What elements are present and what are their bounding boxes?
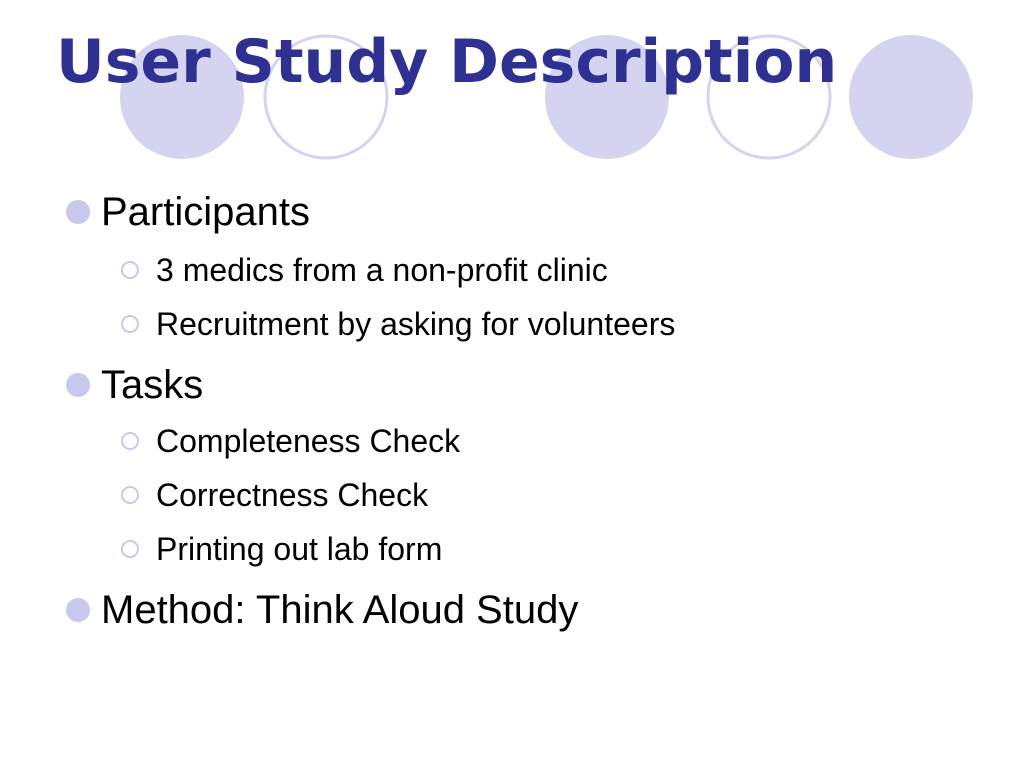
slide-title: User Study Description [56,27,838,97]
hollow-bullet-icon [121,486,139,504]
hollow-bullet-icon [121,432,139,450]
hollow-bullet-icon [121,261,139,279]
sub-bullet-medics: 3 medics from a non-profit clinic [156,252,608,288]
bullet-tasks: Tasks [101,363,204,407]
filled-bullet-icon [66,373,90,397]
sub-bullet-correctness: Correctness Check [156,477,429,513]
filled-bullet-icon [66,598,90,622]
bullet-participants: Participants [101,190,310,234]
sub-bullet-recruitment: Recruitment by asking for volunteers [156,306,676,342]
bullet-method: Method: Think Aloud Study [101,588,579,632]
filled-bullet-icon [66,200,90,224]
hollow-bullet-icon [121,315,139,333]
sub-bullet-printing: Printing out lab form [156,531,443,567]
sub-bullet-completeness: Completeness Check [156,423,461,459]
hollow-bullet-icon [121,540,139,558]
